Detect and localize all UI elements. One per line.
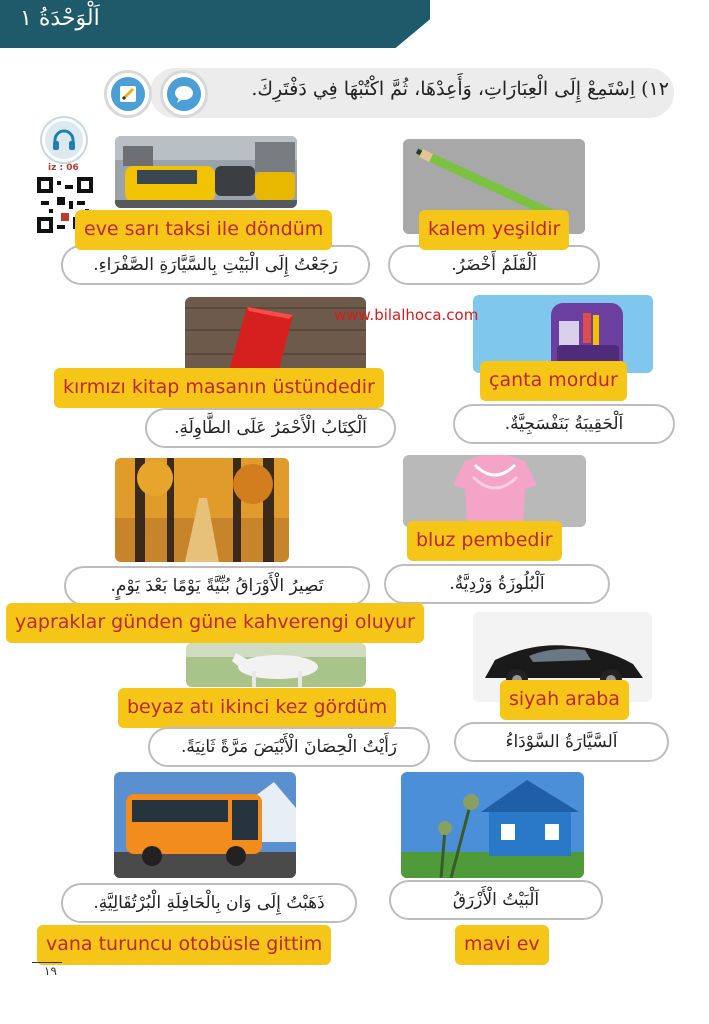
pencil-icon[interactable] <box>104 70 152 118</box>
arabic-sentence-8: اَلسَّيَّارَةُ السَّوْدَاءُ <box>454 722 669 762</box>
watermark-url: www.bilalhoca.com <box>334 306 479 324</box>
turkish-translation-5: yapraklar günden güne kahverengi oluyur <box>6 603 424 643</box>
page-number-rule <box>32 962 62 963</box>
turkish-translation-1: eve sarı taksi ile döndüm <box>75 210 332 250</box>
arabic-sentence-5: تَصِيرُ الْأَوْرَاقُ بُنِّيَّةً يَوْمًا بَعْدَ يَوْمٍ. <box>64 566 370 606</box>
blue-house-image <box>401 772 584 878</box>
turkish-translation-6: bluz pembedir <box>407 521 562 561</box>
taxi-street-image <box>115 136 297 208</box>
white-horse-image <box>186 643 366 687</box>
turkish-translation-2: kalem yeşildir <box>419 210 569 250</box>
arabic-sentence-10: اَلْبَيْتُ الْأَزْرَقُ <box>389 880 603 920</box>
autumn-forest-image <box>115 458 289 562</box>
turkish-translation-4: çanta mordur <box>480 361 627 401</box>
unit-title: اَلْوَحْدَةُ ١ <box>20 6 100 31</box>
arabic-sentence-2: اَلْقَلَمُ أَخْضَرُ. <box>388 245 600 285</box>
arabic-sentence-9: ذَهَبْتُ إِلَى وَان بِالْحَافِلَةِ الْبُرْتُقَالِيَّةِ. <box>61 883 357 923</box>
arabic-sentence-3: اَلْكِتَابُ الْأَحْمَرُ عَلَى الطَّاوِلَةِ. <box>145 408 396 448</box>
arabic-sentence-4: اَلْحَقِيبَةُ بَنَفْسَجِيَّةٌ. <box>453 404 675 444</box>
turkish-translation-9: vana turuncu otobüsle gittim <box>37 925 331 965</box>
arabic-sentence-6: اَلْبُلُوزَةُ وَرْدِيَّةٌ. <box>384 564 610 604</box>
turkish-translation-7: beyaz atı ikinci kez gördüm <box>118 688 396 728</box>
page-number: ١٩ <box>44 964 57 978</box>
turkish-translation-8: siyah araba <box>500 680 629 720</box>
orange-bus-image <box>114 772 296 878</box>
turkish-translation-3: kırmızı kitap masanın üstündedir <box>54 368 384 408</box>
speech-bubble-icon[interactable] <box>160 70 208 118</box>
arabic-sentence-7: رَأَيْتُ الْحِصَانَ الْأَبْيَضَ مَرَّةً ثَانِيَةً. <box>148 727 430 767</box>
arabic-sentence-1: رَجَعْتُ إِلَى الْبَيْتِ بِالسَّيَّارَةِ الصَّفْرَاءِ. <box>61 245 370 285</box>
qr-label: iz : 06 <box>48 163 79 173</box>
headphones-icon[interactable] <box>42 118 86 162</box>
instruction-text: ١٢) اِسْتَمِعْ إِلَى الْعِبَارَاتِ، وَأَعِدْهَا، ثُمَّ اكْتُبْهَا فِي دَفْتَرِكَ. <box>251 78 669 100</box>
turkish-translation-10: mavi ev <box>455 925 549 965</box>
pink-blouse-image <box>403 455 586 527</box>
